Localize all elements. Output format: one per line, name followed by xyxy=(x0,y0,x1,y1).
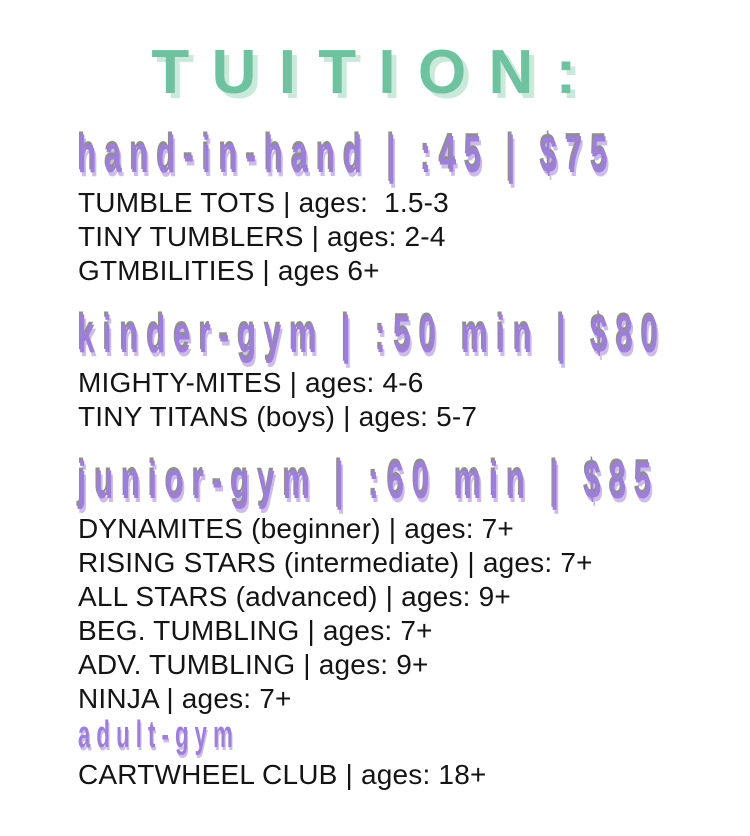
section-header-text: adult-gym xyxy=(78,714,239,756)
section-kinder-gym xyxy=(78,306,750,434)
section-header-text: kinder-gym | :50 min | $80 xyxy=(78,306,667,364)
class-item-beg-tumbling: BEG. TUMBLING | ages: 7+ xyxy=(78,615,433,646)
class-item-tiny-titans: TINY TITANS (boys) | ages: 5-7 xyxy=(78,401,478,432)
section-header-kinder-gym xyxy=(78,306,750,364)
class-item-all-stars: ALL STARS (advanced) | ages: 9+ xyxy=(78,581,511,612)
section-hand-in-hand xyxy=(78,126,750,288)
section-adult-gym xyxy=(78,714,750,792)
class-item-ninja: NINJA | ages: 7+ xyxy=(78,683,292,714)
class-item-rising-stars: RISING STARS (intermediate) | ages: 7+ xyxy=(78,547,593,578)
class-item-adv-tumbling: ADV. TUMBLING | ages: 9+ xyxy=(78,649,429,680)
section-header-text: hand-in-hand | :45 | $75 xyxy=(78,126,616,184)
class-item-tumble-tots: TUMBLE TOTS | ages: 1.5-3 xyxy=(78,187,449,218)
page-title: TUITION: xyxy=(151,38,599,107)
section-header-adult-gym xyxy=(78,714,750,756)
section-header-hand-in-hand xyxy=(78,126,750,184)
tuition-content xyxy=(0,104,750,792)
class-item-gtmbilities: GTMBILITIES | ages 6+ xyxy=(78,255,380,286)
class-item-dynamites: DYNAMITES (beginner) | ages: 7+ xyxy=(78,513,514,544)
section-header-text: junior-gym | :60 min | $85 xyxy=(78,452,660,510)
class-item-mighty-mites: MIGHTY-MITES | ages: 4-6 xyxy=(78,367,424,398)
section-header-junior-gym xyxy=(78,452,750,510)
section-junior-gym xyxy=(78,452,750,716)
class-item-cartwheel-club: CARTWHEEL CLUB | ages: 18+ xyxy=(78,759,487,790)
class-item-tiny-tumblers: TINY TUMBLERS | ages: 2-4 xyxy=(78,221,446,252)
